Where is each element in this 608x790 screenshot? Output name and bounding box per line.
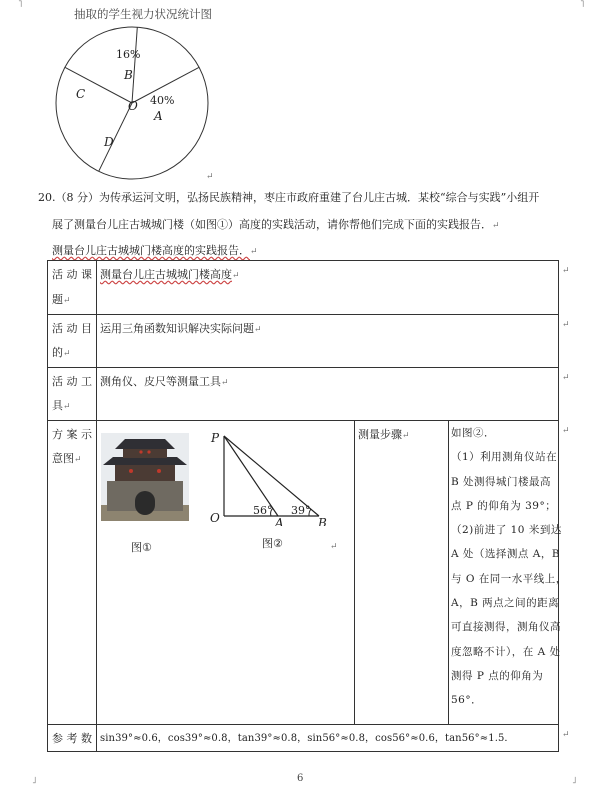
step-line: 测得 P 点的仰角为: [451, 669, 544, 682]
step-line: A，B 两点之间的距离: [451, 597, 560, 610]
angle-a-label: 56°: [253, 504, 273, 517]
corner-mark-bottom-right: ˩: [572, 776, 577, 786]
reference-value: sin39°≈0.6，cos39°≈0.8，tan39°≈0.8，sin56°≈0.8，cos56°≈0.6，tan56°≈1.5．: [100, 733, 515, 744]
report-title: 测量台儿庄古城城门楼高度的实践报告．↵: [52, 244, 258, 257]
slice-a-label: A: [154, 109, 163, 123]
paragraph-mark: ↵: [206, 172, 214, 182]
purpose-label-b: 的↵: [52, 346, 71, 359]
slice-a-percent: 40%: [150, 94, 175, 107]
col-divider: [354, 420, 355, 724]
step-line: 度忽略不计），在 A 处: [451, 645, 561, 658]
row-divider: [47, 314, 559, 315]
corner-mark-top-left: ˥: [18, 0, 23, 10]
problem-points: （8 分）: [55, 191, 99, 204]
steps-header: 测量步骤↵: [358, 428, 410, 441]
scheme-label-a: 方 案 示: [52, 428, 92, 441]
row-end-mark: ↵: [562, 426, 570, 436]
pie-chart-title: 抽取的学生视力状况统计图: [74, 7, 212, 21]
point-a-label: A: [275, 516, 284, 526]
step-line: （2)前进了 10 米到达: [451, 524, 562, 537]
col-divider: [448, 420, 449, 724]
step-line: 与 O 在同一水平线上，: [451, 572, 567, 585]
problem-line-1: 20.（8 分）为传承运河文明，弘扬民族精神，枣庄市政府重建了台儿庄古城．某校“综合与实践”小组开: [38, 191, 540, 204]
triangle-diagram: [205, 426, 335, 526]
row-end-mark: ↵: [562, 266, 570, 276]
row-divider: [47, 367, 559, 368]
step-line: A 处（选择测点 A，B: [451, 548, 561, 561]
step-line: （1）利用测角仪站在: [451, 451, 558, 464]
topic-label-a: 活 动 课: [52, 268, 92, 281]
row-end-mark: ↵: [562, 730, 570, 740]
slice-c-label: C: [76, 87, 86, 101]
row-end-mark: ↵: [562, 373, 570, 383]
fig2-caption: 图②: [262, 537, 283, 550]
report-title-text: 测量台儿庄古城城门楼高度的实践报告．: [52, 244, 250, 257]
page-number: 6: [297, 773, 304, 784]
purpose-label-a: 活 动 目: [52, 322, 92, 335]
problem-text-1: 为传承运河文明，弘扬民族精神，枣庄市政府重建了台儿庄古城．某校“综合与实践”小组开: [99, 191, 540, 204]
problem-line-2: 展了测量台儿庄古城城门楼（如图①）高度的实践活动，请你帮他们完成下面的实践报告．↵: [52, 218, 500, 231]
row-end-mark: ↵: [562, 320, 570, 330]
fig1-caption: 图①: [131, 541, 152, 554]
step-line: 点 P 的仰角为 39°；: [451, 499, 557, 512]
problem-text-2: 展了测量台儿庄古城城门楼（如图①）高度的实践活动，请你帮他们完成下面的实践报告．: [52, 218, 492, 231]
angle-b-label: 39°: [291, 504, 311, 517]
pie-slice-divider: [65, 67, 132, 103]
step-line: 56°．: [451, 694, 483, 707]
point-b-label: B: [318, 516, 327, 526]
pie-slice-divider: [132, 27, 137, 103]
corner-mark-bottom-left: ˩: [32, 776, 37, 786]
topic-value: 测量台儿庄古城城门楼高度↵: [100, 268, 240, 281]
tools-value: 测角仪、皮尺等测量工具↵: [100, 375, 229, 388]
reference-label: 参 考 数: [52, 732, 92, 745]
tools-label-a: 活 动 工: [52, 375, 92, 388]
slice-d-label: D: [104, 135, 114, 149]
purpose-value: 运用三角函数知识解决实际问题↵: [100, 322, 262, 335]
corner-mark-top-right: ˥: [580, 0, 585, 10]
step-line: B 处测得城门楼最高: [451, 475, 552, 488]
slice-b-percent: 16%: [116, 48, 141, 61]
scheme-label-b: 意图↵: [52, 452, 82, 465]
pie-center-label: O: [128, 99, 138, 113]
row-divider: [47, 724, 559, 725]
col-divider: [96, 260, 97, 752]
point-p-label: P: [211, 431, 220, 445]
problem-number: 20: [38, 191, 52, 204]
tools-label-b: 具↵: [52, 399, 71, 412]
steps-list: [451, 421, 567, 713]
step-line: 可直接测得，测角仪高: [451, 621, 561, 634]
point-o-label: O: [210, 511, 220, 525]
pie-chart: [40, 18, 230, 180]
paragraph-mark: ↵: [330, 542, 338, 552]
topic-label-b: 题↵: [52, 293, 71, 306]
slice-b-label: B: [124, 68, 133, 82]
gate-tower-photo: [101, 433, 189, 521]
step-line: 如图②．: [451, 427, 495, 439]
